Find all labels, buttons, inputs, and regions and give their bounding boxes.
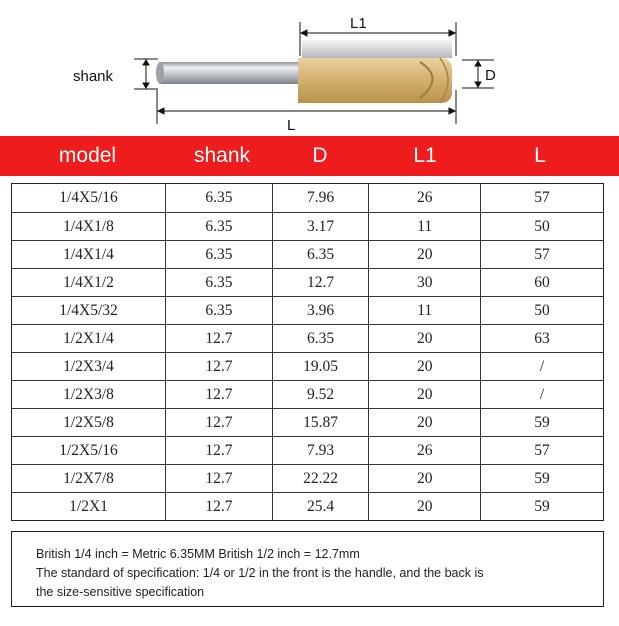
cell-model: 1/2X7/8	[12, 465, 166, 493]
header-d: D	[312, 144, 328, 167]
cell-model: 1/2X5/8	[12, 409, 166, 437]
cell-l1: 20	[369, 381, 481, 409]
cell-l1: 20	[369, 325, 481, 353]
cell-l1: 11	[369, 213, 481, 241]
header-l: L	[534, 144, 546, 167]
cell-model: 1/4X1/8	[12, 213, 166, 241]
l-label: L	[287, 117, 296, 134]
cell-shank: 6.35	[166, 241, 273, 269]
header-model: model	[58, 144, 117, 167]
cell-model: 1/4X5/32	[12, 297, 166, 325]
cell-model: 1/2X5/16	[12, 437, 166, 465]
cell-l: 63	[480, 325, 603, 353]
router-bit-diagram	[0, 0, 619, 136]
cell-model: 1/4X1/4	[12, 241, 166, 269]
shank-label: shank	[73, 68, 114, 85]
table-row	[12, 437, 603, 465]
header-shank: shank	[193, 144, 251, 167]
cell-d: 6.35	[272, 241, 369, 269]
note-line-2: The standard of specification: 1/4 or 1/2 in the front is the handle, and the back is	[36, 566, 484, 580]
cell-l: 57	[480, 241, 603, 269]
spec-table	[11, 183, 604, 521]
cell-l1: 20	[369, 353, 481, 381]
table-row	[12, 381, 603, 409]
cell-model: 1/2X3/8	[12, 381, 166, 409]
cell-l: 60	[480, 269, 603, 297]
cell-shank: 12.7	[166, 409, 273, 437]
cell-d: 25.4	[272, 493, 369, 521]
cell-model: 1/4X1/2	[12, 269, 166, 297]
note-line-1: British 1/4 inch = Metric 6.35MM British 1/2 inch = 12.7mm	[36, 547, 360, 561]
cell-l1: 20	[369, 409, 481, 437]
cell-l1: 26	[369, 437, 481, 465]
notes-box	[11, 531, 604, 607]
table-row	[12, 184, 603, 213]
cell-shank: 6.35	[166, 184, 273, 213]
cell-d: 15.87	[272, 409, 369, 437]
cell-model: 1/2X1	[12, 493, 166, 521]
cell-shank: 12.7	[166, 465, 273, 493]
cell-model: 1/2X1/4	[12, 325, 166, 353]
cell-l: 50	[480, 297, 603, 325]
cell-l: 59	[480, 465, 603, 493]
cell-l: 57	[480, 437, 603, 465]
cell-l: 50	[480, 213, 603, 241]
cell-model: 1/2X3/4	[12, 353, 166, 381]
cell-l: /	[480, 381, 603, 409]
cell-shank: 12.7	[166, 325, 273, 353]
shank-rod	[156, 62, 300, 84]
table-row	[12, 465, 603, 493]
d-label: D	[485, 67, 496, 84]
table-row	[12, 325, 603, 353]
cell-shank: 6.35	[166, 297, 273, 325]
cell-l: 59	[480, 493, 603, 521]
table-row	[12, 493, 603, 521]
cell-shank: 12.7	[166, 493, 273, 521]
cell-shank: 6.35	[166, 269, 273, 297]
table-row	[12, 353, 603, 381]
note-line-3: the size-sensitive specification	[36, 585, 205, 599]
cell-shank: 12.7	[166, 353, 273, 381]
table-header	[0, 136, 619, 176]
cell-shank: 6.35	[166, 213, 273, 241]
table-row	[12, 409, 603, 437]
header-l1: L1	[413, 144, 437, 167]
cell-d: 3.96	[272, 297, 369, 325]
cell-d: 19.05	[272, 353, 369, 381]
table-row	[12, 241, 603, 269]
table-row	[12, 269, 603, 297]
cell-d: 3.17	[272, 213, 369, 241]
table-row	[12, 297, 603, 325]
cell-d: 9.52	[272, 381, 369, 409]
cell-l: 59	[480, 409, 603, 437]
cutter-body	[298, 40, 452, 103]
cell-l1: 26	[369, 184, 481, 213]
cell-d: 22.22	[272, 465, 369, 493]
cell-shank: 12.7	[166, 437, 273, 465]
cell-l1: 20	[369, 493, 481, 521]
cell-l: /	[480, 353, 603, 381]
cell-d: 6.35	[272, 325, 369, 353]
cell-l1: 20	[369, 465, 481, 493]
cell-l1: 11	[369, 297, 481, 325]
cell-l: 57	[480, 184, 603, 213]
table-row	[12, 213, 603, 241]
shank-dimension	[134, 59, 158, 89]
cell-d: 7.93	[272, 437, 369, 465]
l1-label: L1	[350, 15, 367, 32]
cell-l1: 20	[369, 241, 481, 269]
cell-shank: 12.7	[166, 381, 273, 409]
cell-d: 7.96	[272, 184, 369, 213]
cell-d: 12.7	[272, 269, 369, 297]
cell-l1: 30	[369, 269, 481, 297]
cell-model: 1/4X5/16	[12, 184, 166, 213]
